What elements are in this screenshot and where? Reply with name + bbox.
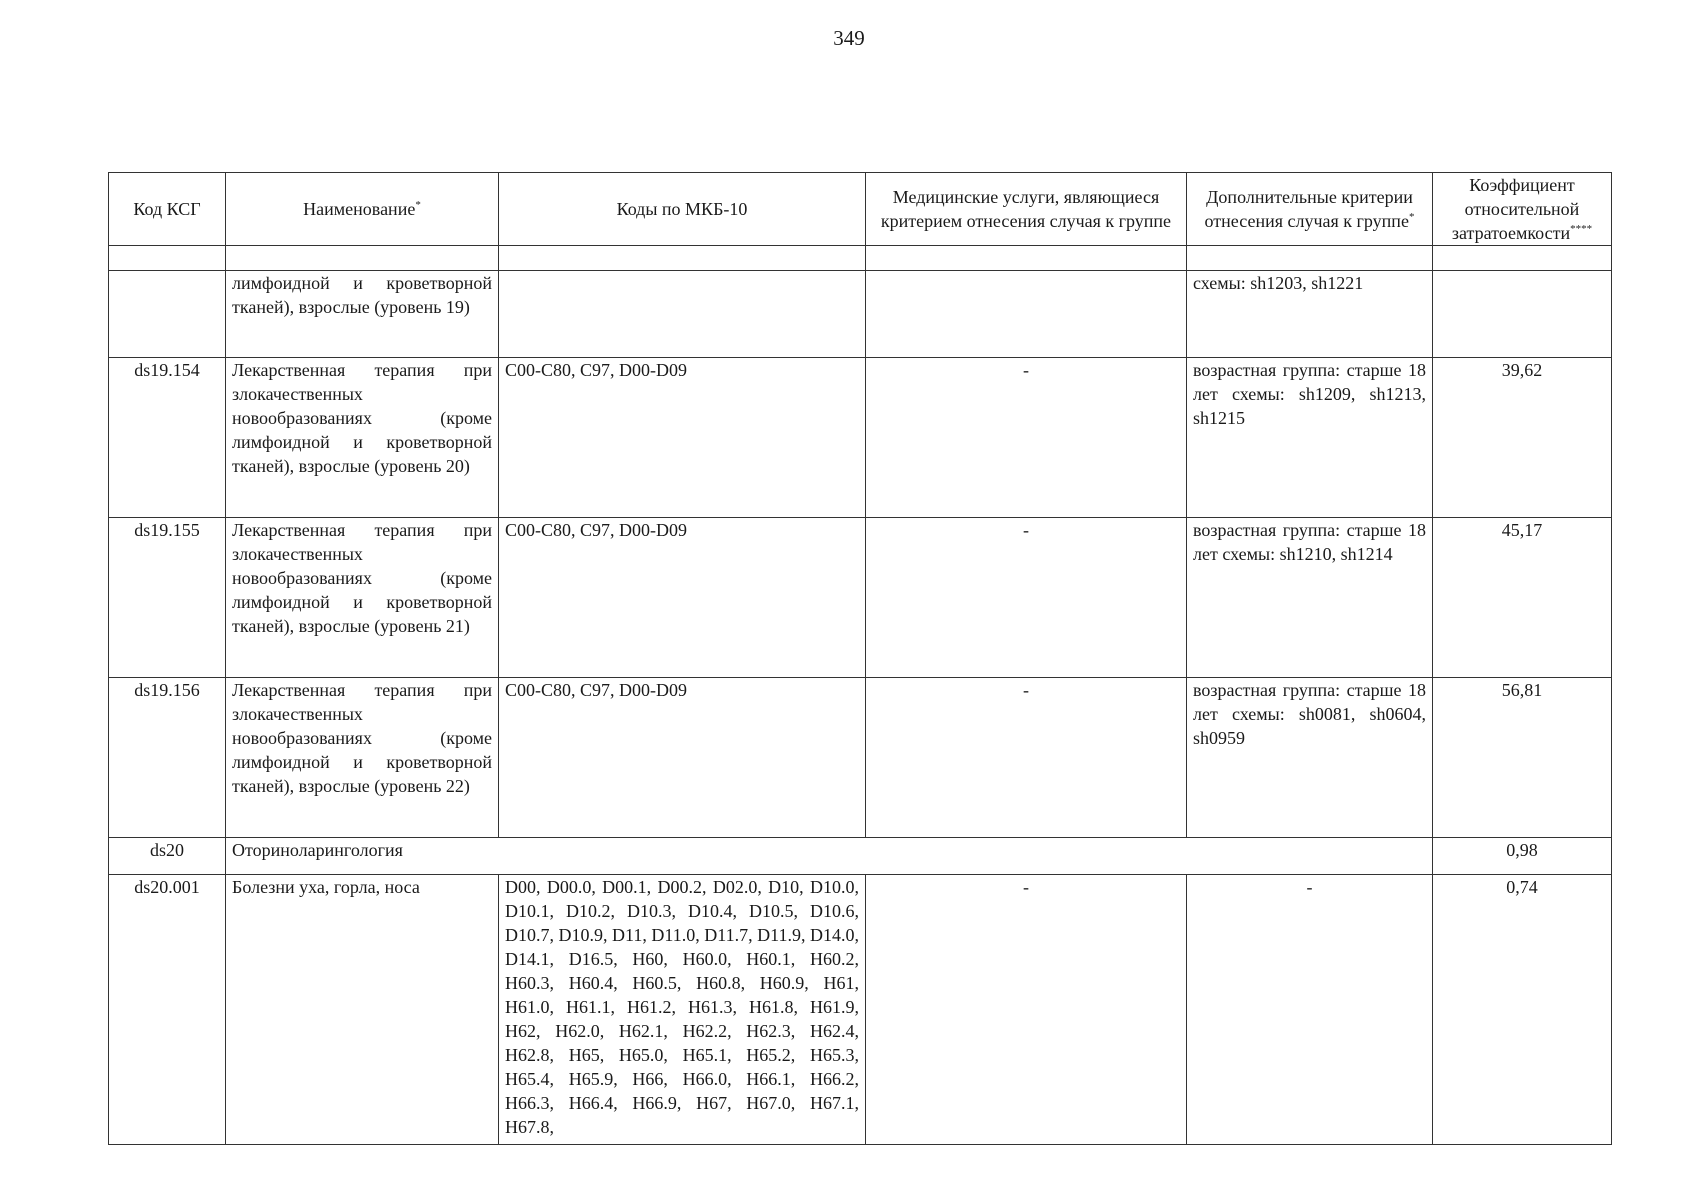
cell-services: - — [866, 358, 1187, 518]
table-row — [109, 358, 1612, 518]
header-services: Медицинские услуги, являющиеся критерием отнесения случая к группе — [866, 173, 1187, 246]
table-header-row — [109, 173, 1612, 246]
header-coef: Коэффициент относительной затратоемкости**** — [1433, 173, 1612, 246]
cell-name: Болезни уха, горла, носа — [226, 875, 499, 1145]
cell-services — [866, 271, 1187, 358]
header-criteria: Дополнительные критерии отнесения случая к группе* — [1187, 173, 1433, 246]
table-row — [109, 678, 1612, 838]
cell-coef: 56,81 — [1433, 678, 1612, 838]
cell-coef: 0,98 — [1433, 838, 1612, 875]
page-number: 349 — [833, 26, 865, 50]
cell-code: ds19.156 — [109, 678, 226, 838]
header-mkb: Коды по МКБ-10 — [499, 173, 866, 246]
cell-code: ds19.155 — [109, 518, 226, 678]
cell-mkb: C00-C80, C97, D00-D09 — [499, 358, 866, 518]
cell-name: лимфоидной и кроветворной тканей), взрослые (уровень 19) — [226, 271, 499, 358]
cell-coef: 45,17 — [1433, 518, 1612, 678]
cell-criteria: возрастная группа: старше 18 лет схемы: sh1210, sh1214 — [1187, 518, 1433, 678]
cell-criteria: схемы: sh1203, sh1221 — [1187, 271, 1433, 358]
cell-coef: 39,62 — [1433, 358, 1612, 518]
cell-coef — [1433, 271, 1612, 358]
footnote-mark: **** — [1570, 223, 1593, 235]
cell-mkb: D00, D00.0, D00.1, D00.2, D02.0, D10, D10.0, D10.1, D10.2, D10.3, D10.4, D10.5, D10.6, D10.7, D10.9, D11, D11.0, D11.7, D11.9, D14.0, D14.1, D16.5, H60, H60.0, H60.1, H60.2, H60.3, H60.4, H60.5, H60.8, H60.9, H61, H61.0, H61.1, H61.2, H61.3, H61.8, H61.9, H62, H62.0, H62.1, H62.2, H62.3, H62.4, H62.8, H65, H65.0, H65.1, H65.2, H65.3, H65.4, H65.9, H66, H66.0, H66.1, H66.2, H66.3, H66.4, H66.9, H67, H67.0, H67.1, H67.8, — [499, 875, 866, 1145]
cell-mkb: C00-C80, C97, D00-D09 — [499, 518, 866, 678]
cell-name: Лекарственная терапия при злокачественных новообразованиях (кроме лимфоидной и кроветворной тканей), взрослые (уровень 20) — [226, 358, 499, 518]
cell-services: - — [866, 875, 1187, 1145]
header-code: Код КСГ — [109, 173, 226, 246]
cell-services: - — [866, 518, 1187, 678]
cell-services: - — [866, 678, 1187, 838]
cell-coef: 0,74 — [1433, 875, 1612, 1145]
cell-criteria: возрастная группа: старше 18 лет схемы: sh0081, sh0604, sh0959 — [1187, 678, 1433, 838]
cell-name: Лекарственная терапия при злокачественных новообразованиях (кроме лимфоидной и кроветворной тканей), взрослые (уровень 21) — [226, 518, 499, 678]
cell-mkb — [499, 271, 866, 358]
header-spacer-row — [109, 246, 1612, 271]
cell-section-name: Оториноларингология — [226, 838, 1433, 875]
ksg-table — [108, 172, 1612, 1145]
cell-mkb: C00-C80, C97, D00-D09 — [499, 678, 866, 838]
footnote-mark: * — [1408, 211, 1415, 223]
section-row — [109, 838, 1612, 875]
cell-name: Лекарственная терапия при злокачественных новообразованиях (кроме лимфоидной и кроветворной тканей), взрослые (уровень 22) — [226, 678, 499, 838]
cell-code — [109, 271, 226, 358]
table-row — [109, 271, 1612, 358]
header-name: Наименование* — [226, 173, 499, 246]
table-row — [109, 518, 1612, 678]
cell-code: ds19.154 — [109, 358, 226, 518]
cell-code: ds20 — [109, 838, 226, 875]
table-row — [109, 875, 1612, 1145]
cell-criteria: - — [1187, 875, 1433, 1145]
cell-code: ds20.001 — [109, 875, 226, 1145]
footnote-mark: * — [415, 199, 421, 211]
cell-criteria: возрастная группа: старше 18 лет схемы: sh1209, sh1213, sh1215 — [1187, 358, 1433, 518]
